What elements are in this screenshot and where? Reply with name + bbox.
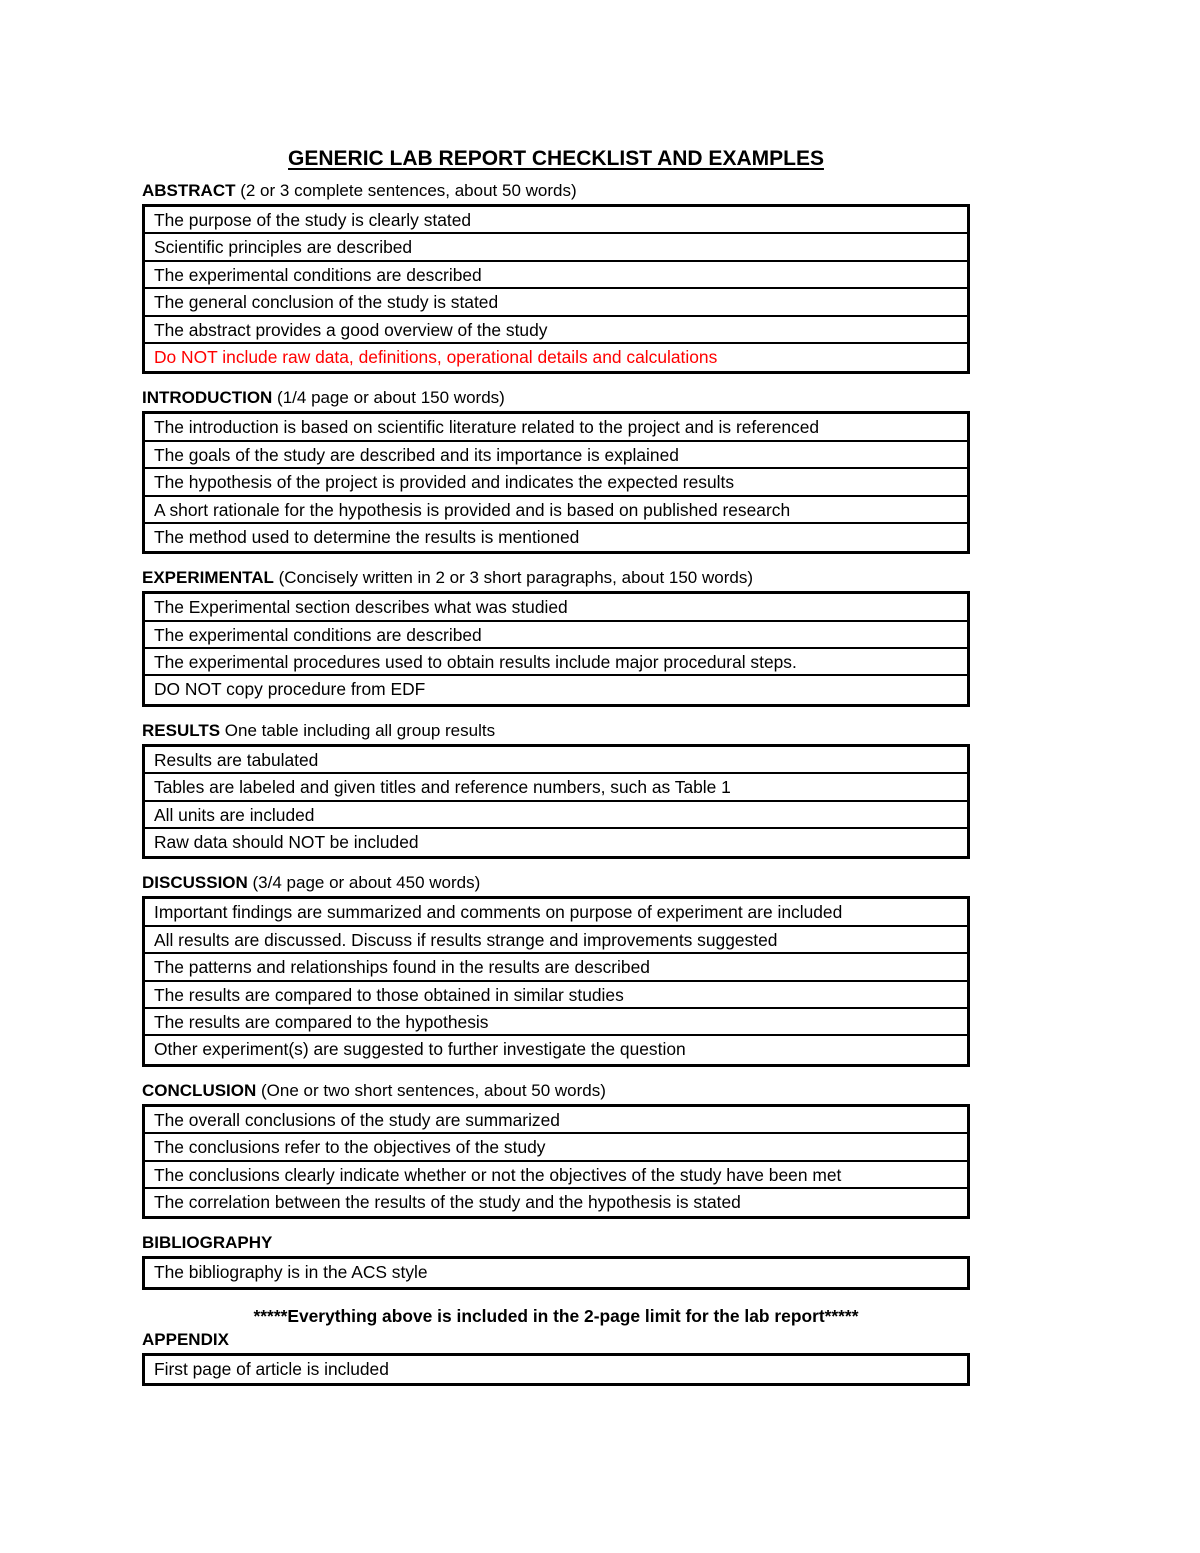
conclusion-item-summarized: The overall conclusions of the study are summarized: [145, 1107, 967, 1134]
discussion-item-similar-studies: The results are compared to those obtained in similar studies: [145, 982, 967, 1009]
introduction-item-method: The method used to determine the results is mentioned: [154, 526, 580, 547]
conclusion-checklist: [142, 1104, 970, 1220]
experimental-item-no-copy: DO NOT copy procedure from EDF: [154, 679, 426, 700]
discussion-item-findings: Important findings are summarized and comments on purpose of experiment are included: [145, 899, 967, 926]
checklist-document: [142, 144, 970, 1400]
abstract-item-warning: Do NOT include raw data, definitions, operational details and calculations: [154, 346, 718, 367]
introduction-item-goals: The goals of the study are described and its importance is explained: [145, 442, 967, 469]
abstract-heading: [142, 181, 970, 201]
abstract-item-principles: Scientific principles are described: [145, 234, 967, 261]
discussion-item-other-experiments: Other experiment(s) are suggested to further investigate the question: [154, 1039, 686, 1060]
experimental-item-procedures: The experimental procedures used to obtain results include major procedural steps.: [145, 649, 967, 676]
introduction-heading: [142, 388, 970, 408]
appendix-heading: [142, 1330, 970, 1350]
conclusion-heading: [142, 1081, 970, 1101]
experimental-item-studied: The Experimental section describes what was studied: [145, 594, 967, 621]
document-title: GENERIC LAB REPORT CHECKLIST AND EXAMPLES: [288, 147, 824, 170]
results-heading-note: One table including all group results: [220, 720, 496, 740]
bibliography-item-acs: The bibliography is in the ACS style: [154, 1262, 428, 1283]
discussion-checklist: [142, 896, 970, 1066]
discussion-item-hypothesis: The results are compared to the hypothesis: [145, 1009, 967, 1036]
abstract-heading-name: ABSTRACT: [142, 181, 236, 200]
discussion-heading-note: (3/4 page or about 450 words): [247, 873, 481, 893]
experimental-heading: [142, 568, 970, 588]
discussion-item-patterns: The patterns and relationships found in the results are described: [145, 954, 967, 981]
conclusion-heading-name: CONCLUSION: [142, 1080, 257, 1100]
abstract-item-conclusion: The general conclusion of the study is stated: [145, 289, 967, 316]
experimental-checklist: [142, 591, 970, 707]
results-checklist: [142, 744, 970, 860]
discussion-heading: [142, 873, 970, 893]
appendix-checklist: [142, 1353, 970, 1386]
page-limit-note: *****Everything above is included in the 2-page limit for the lab report*****: [253, 1305, 859, 1326]
conclusion-item-met: The conclusions clearly indicate whether or not the objectives of the study have been met: [145, 1162, 967, 1189]
appendix-heading-name: APPENDIX: [142, 1329, 229, 1349]
abstract-item-overview: The abstract provides a good overview of the study: [145, 317, 967, 344]
bibliography-checklist: [142, 1256, 970, 1289]
conclusion-item-correlation: The correlation between the results of the study and the hypothesis is stated: [154, 1191, 741, 1212]
discussion-item-results: All results are discussed. Discuss if results strange and improvements suggested: [145, 927, 967, 954]
results-heading-name: RESULTS: [142, 720, 221, 740]
results-item-units: All units are included: [145, 802, 967, 829]
experimental-heading-name: EXPERIMENTAL: [142, 568, 274, 588]
introduction-item-rationale: A short rationale for the hypothesis is provided and is based on published research: [145, 497, 967, 524]
abstract-checklist: [142, 204, 970, 374]
experimental-heading-note: (Concisely written in 2 or 3 short paragraphs, about 150 words): [273, 568, 753, 588]
introduction-item-literature: The introduction is based on scientific literature related to the project and is referenced: [145, 414, 967, 441]
experimental-item-conditions: The experimental conditions are described: [145, 622, 967, 649]
introduction-checklist: [142, 411, 970, 554]
conclusion-item-objectives: The conclusions refer to the objectives of the study: [145, 1134, 967, 1161]
introduction-heading-name: INTRODUCTION: [142, 388, 273, 408]
bibliography-heading-name: BIBLIOGRAPHY: [142, 1233, 273, 1253]
results-item-tabulated: Results are tabulated: [145, 747, 967, 774]
results-item-raw-data: Raw data should NOT be included: [154, 832, 419, 853]
abstract-item-conditions: The experimental conditions are described: [145, 262, 967, 289]
abstract-heading-note: (2 or 3 complete sentences, about 50 words): [235, 181, 577, 200]
introduction-heading-note: (1/4 page or about 150 words): [272, 388, 505, 408]
results-item-labeled: Tables are labeled and given titles and reference numbers, such as Table 1: [145, 774, 967, 801]
conclusion-heading-note: (One or two short sentences, about 50 words): [256, 1080, 606, 1100]
results-heading: [142, 721, 970, 741]
appendix-item-first-page: First page of article is included: [154, 1358, 389, 1379]
bibliography-heading: [142, 1233, 970, 1253]
abstract-item-purpose: The purpose of the study is clearly stated: [145, 207, 967, 234]
introduction-item-hypothesis: The hypothesis of the project is provided and indicates the expected results: [145, 469, 967, 496]
discussion-heading-name: DISCUSSION: [142, 873, 248, 893]
